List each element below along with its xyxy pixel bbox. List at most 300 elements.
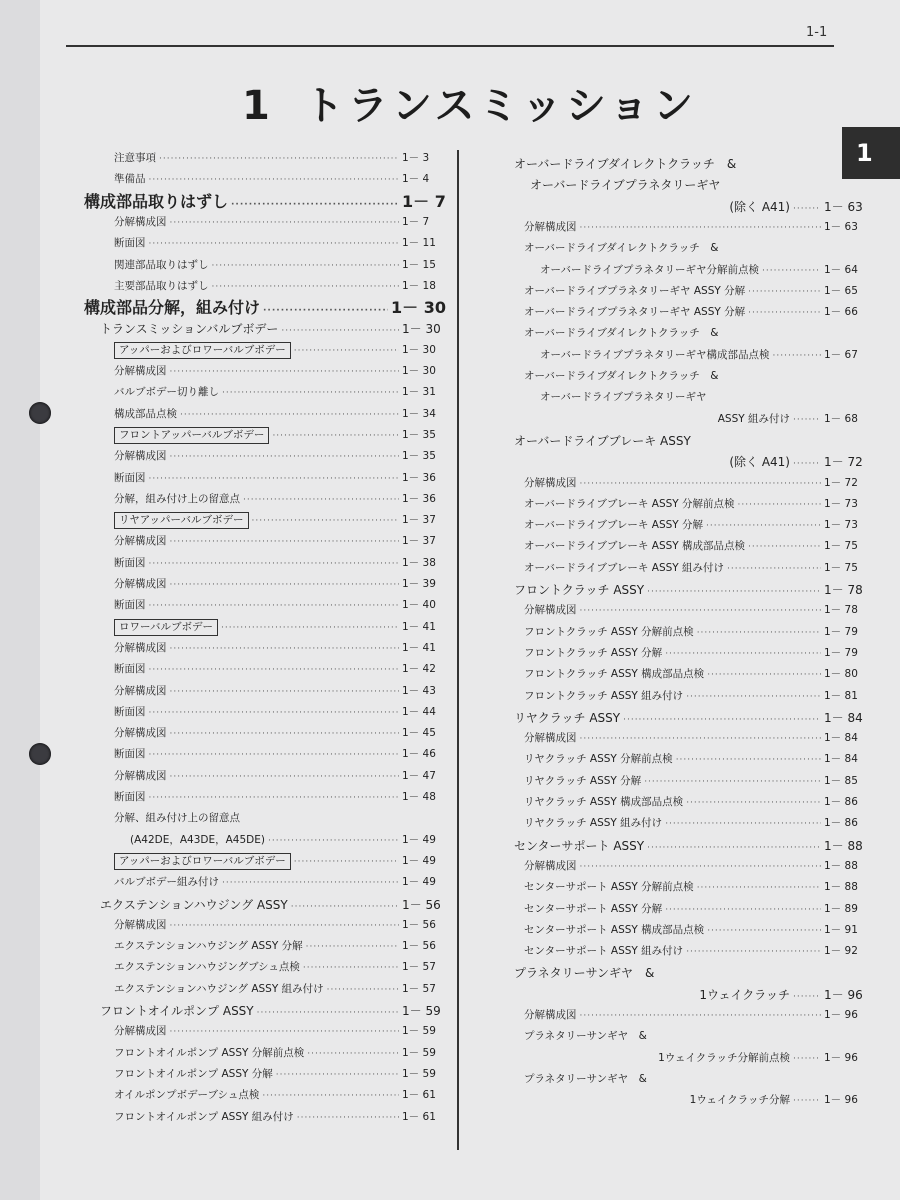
toc-entry-page: 1－ 37 <box>402 535 436 548</box>
toc-entry <box>514 198 868 215</box>
toc-entry-label: 分解構成図 <box>114 578 167 590</box>
toc-entry-label: ロワーバルブボデー <box>114 619 218 636</box>
toc-entry <box>114 1066 446 1081</box>
toc-entry-label: 分解構成図 <box>114 450 167 463</box>
toc-leader-dots <box>170 537 400 547</box>
toc-entry-label: 分解構成図 <box>114 365 167 377</box>
toc-entry-label: (A42DE，A43DE，A45DE) <box>130 833 265 846</box>
toc-entry <box>524 624 868 639</box>
toc-leader-dots <box>149 474 400 484</box>
toc-entry <box>114 171 446 186</box>
toc-leader-dots <box>647 843 821 853</box>
toc-entry-label: 関連部品取りはずし <box>114 258 209 271</box>
toc-entry-page: 1－ 78 <box>824 604 858 617</box>
toc-entry <box>114 938 446 953</box>
toc-entry-page: 1－ 85 <box>824 774 858 787</box>
toc-entry-label: 主要部品取りはずし <box>114 279 209 292</box>
toc-entry-page: 1－ 42 <box>402 663 436 676</box>
toc-entry-page: 1－ 41 <box>402 620 436 633</box>
toc-entry-label: 構成部品点検 <box>114 407 177 420</box>
toc-entry-label: 1ウェイクラッチ分解前点検 <box>658 1051 790 1064</box>
toc-entry-page: 1－ 11 <box>402 237 436 250</box>
toc-entry <box>114 661 446 676</box>
toc-entry-page: 1－ 36 <box>402 471 436 484</box>
toc-entry <box>114 704 446 719</box>
toc-entry-label: 断面図 <box>114 748 146 761</box>
toc-entry <box>114 1087 446 1102</box>
toc-entry-label: アッパーおよびロワーバルブボデー <box>114 342 291 359</box>
toc-leader-dots <box>303 963 399 973</box>
toc-entry <box>84 189 446 212</box>
toc-entry <box>114 491 446 506</box>
toc-entry-label: 1ウェイクラッチ分解 <box>689 1094 790 1107</box>
toc-entry-label: フロントクラッチ ASSY 分解前点検 <box>524 625 694 638</box>
toc-entry-label: オーバードライブダイレクトクラッチ & <box>524 327 719 340</box>
toc-entry-page: 1－ 56 <box>402 940 436 953</box>
toc-entry-label: オーバードライブブレーキ ASSY 分解前点検 <box>524 497 735 510</box>
toc-leader-dots <box>170 580 400 590</box>
toc-entry-label: 分解構成図 <box>114 215 167 228</box>
column-divider <box>457 150 459 1150</box>
toc-leader-dots <box>580 223 822 233</box>
toc-entry <box>524 240 868 255</box>
toc-entry-page: 1－ 49 <box>402 854 436 867</box>
toc-leader-dots <box>170 921 400 931</box>
toc-entry <box>514 581 868 598</box>
toc-entry-label: オーバードライブプラネタリーギヤ構成部品点検 <box>540 348 770 361</box>
toc-entry-label: オーバードライブプラネタリーギヤ ASSY 分解 <box>524 284 746 297</box>
binder-hole <box>29 743 51 765</box>
toc-leader-dots <box>212 282 400 292</box>
toc-leader-dots <box>212 261 400 271</box>
toc-entry-page: 1－ 79 <box>824 625 858 638</box>
toc-entry <box>114 874 446 889</box>
toc-entry <box>114 406 446 421</box>
toc-entry-page: 1－ 72 <box>824 455 863 470</box>
toc-entry-label: オーバードライブブレーキ ASSY <box>514 433 691 448</box>
toc-leader-dots <box>762 266 821 276</box>
toc-entry-label: リヤクラッチ ASSY 組み付け <box>524 817 663 830</box>
toc-entry <box>524 645 868 660</box>
toc-leader-dots <box>243 495 399 505</box>
header-rule <box>66 45 834 47</box>
toc-entry-page: 1－ 63 <box>824 220 858 233</box>
toc-entry-page: 1－ 30 <box>402 322 441 337</box>
toc-leader-dots <box>149 601 400 611</box>
toc-entry-label: オーバードライブプラネタリーギヤ <box>530 178 721 193</box>
toc-entry <box>524 751 868 766</box>
toc-entry <box>524 411 868 426</box>
toc-entry <box>114 917 446 932</box>
toc-entry-label: 断面図 <box>114 237 146 250</box>
toc-entry <box>524 219 868 234</box>
toc-leader-dots <box>231 200 399 210</box>
toc-entry <box>114 853 446 870</box>
toc-entry-label: オーバードライブブレーキ ASSY 組み付け <box>524 561 725 574</box>
toc-entry-page: 1－ 73 <box>824 519 858 532</box>
toc-entry-label: オーバードライブブレーキ ASSY 分解 <box>524 519 704 532</box>
toc-entry <box>524 496 868 511</box>
toc-entry <box>524 1050 868 1065</box>
toc-entry-label: 構成部品取りはずし <box>84 191 229 211</box>
toc-entry <box>84 295 446 318</box>
toc-leader-dots <box>149 793 400 803</box>
toc-leader-dots <box>580 479 822 489</box>
toc-leader-dots <box>707 926 821 936</box>
toc-entry-page: 1－ 36 <box>402 492 436 505</box>
toc-entry-page: 1－ 73 <box>824 497 858 510</box>
toc-entry-label: 断面図 <box>114 705 146 718</box>
toc-entry-label: オーバードライブダイレクトクラッチ & <box>524 242 719 255</box>
toc-leader-dots <box>170 644 400 654</box>
toc-leader-dots <box>707 670 821 680</box>
toc-entry <box>524 773 868 788</box>
toc-entry-label: 分解，組み付け上の留意点 <box>114 492 240 505</box>
toc-entry-page: 1－ 4 <box>402 173 430 186</box>
toc-entry-label: オイルポンプボデーブシュ点検 <box>114 1089 260 1102</box>
toc-entry-page: 1－ 63 <box>824 199 863 214</box>
toc-leader-dots <box>580 734 822 744</box>
toc-entry-label: 分解構成図 <box>524 859 577 872</box>
toc-entry <box>524 602 868 617</box>
toc-leader-dots <box>221 623 399 633</box>
toc-entry-page: 1－ 30 <box>402 343 436 356</box>
toc-entry <box>540 389 868 404</box>
toc-entry-page: 1－ 66 <box>824 306 858 319</box>
toc-entry-page: 1－ 68 <box>824 412 858 425</box>
toc-entry <box>114 533 446 548</box>
toc-entry <box>114 640 446 655</box>
toc-entry-page: 1－ 65 <box>824 284 858 297</box>
toc-entry-page: 1－ 72 <box>824 476 858 489</box>
toc-entry <box>524 922 868 937</box>
toc-entry-label: 注意事項 <box>114 152 156 164</box>
toc-leader-dots <box>697 628 821 638</box>
toc-entry-label: エクステンションハウジング ASSY 組み付け <box>114 982 324 995</box>
toc-entry <box>114 1045 446 1060</box>
toc-leader-dots <box>149 665 400 675</box>
toc-entry-label: エクステンションハウジングブシュ点検 <box>114 961 300 974</box>
toc-entry <box>114 597 446 612</box>
toc-entry-page: 1－ 15 <box>402 258 436 271</box>
toc-entry-label: センターサポート ASSY 分解 <box>524 902 663 915</box>
toc-entry-page: 1－ 39 <box>402 578 436 590</box>
toc-leader-dots <box>149 559 400 569</box>
toc-entry-label: バルブボデー組み付け <box>114 876 219 889</box>
toc-leader-dots <box>580 1011 822 1021</box>
toc-entry <box>514 709 868 726</box>
toc-entry <box>114 576 446 591</box>
toc-leader-dots <box>170 367 400 377</box>
toc-leader-dots <box>793 992 821 1002</box>
toc-leader-dots <box>727 564 821 574</box>
toc-entry <box>100 1002 446 1019</box>
toc-entry <box>524 560 868 575</box>
toc-entry-page: 1－ 37 <box>402 514 436 527</box>
toc-entry-page: 1－ 59 <box>402 1067 436 1080</box>
toc-entry <box>524 879 868 894</box>
toc-leader-dots <box>149 708 400 718</box>
toc-entry <box>114 746 446 761</box>
toc-entry-page: 1－ 92 <box>824 945 858 958</box>
toc-entry-page: 1－ 75 <box>824 561 858 574</box>
toc-leader-dots <box>297 1113 399 1123</box>
toc-leader-dots <box>222 388 399 398</box>
toc-entry-label: アッパーおよびロワーバルブボデー <box>114 853 291 870</box>
toc-entry <box>114 810 446 825</box>
toc-entry <box>524 368 868 383</box>
toc-entry-label: フロントオイルポンプ ASSY 分解 <box>114 1067 273 1080</box>
toc-entry-page: 1－ 41 <box>402 641 436 654</box>
toc-entry-label: センターサポート ASSY 構成部品点検 <box>524 923 705 936</box>
toc-entry <box>524 325 868 340</box>
toc-entry <box>540 262 868 277</box>
toc-entry-page: 1－ 79 <box>824 646 858 659</box>
toc-entry-page: 1－ 59 <box>402 1004 441 1018</box>
toc-leader-dots <box>686 798 821 808</box>
toc-entry-label: 分解構成図 <box>114 918 167 931</box>
toc-leader-dots <box>257 1008 399 1018</box>
toc-entry-page: 1－ 47 <box>402 769 436 782</box>
toc-leader-dots <box>686 947 821 957</box>
toc-entry-label: プラネタリーサンギヤ & <box>524 1072 647 1085</box>
toc-entry-label: フロントクラッチ ASSY <box>514 583 645 597</box>
toc-entry <box>524 901 868 916</box>
toc-entry-label: リヤクラッチ ASSY <box>514 710 621 725</box>
toc-entry-page: 1－ 46 <box>402 748 436 761</box>
toc-entry-label: (除く A41) <box>729 455 790 470</box>
toc-entry <box>514 964 868 981</box>
toc-leader-dots <box>793 1054 821 1064</box>
toc-leader-dots <box>748 542 821 552</box>
toc-entry <box>524 1028 868 1043</box>
toc-entry <box>524 730 868 745</box>
toc-entry <box>114 278 446 293</box>
toc-entry <box>524 1071 868 1086</box>
toc-leader-dots <box>665 649 821 659</box>
toc-entry-label: オーバードライブプラネタリーギヤ分解前点検 <box>540 263 760 276</box>
toc-entry-page: 1－ 35 <box>402 428 436 441</box>
toc-entry-page: 1－ 7 <box>402 215 430 228</box>
toc-entry-label: 断面図 <box>114 599 146 612</box>
toc-entry-page: 1－ 44 <box>402 705 436 718</box>
toc-entry-page: 1－ 7 <box>402 191 446 211</box>
toc-entry <box>114 342 446 359</box>
toc-entry-page: 1－ 61 <box>402 1089 436 1102</box>
toc-entry-page: 1－ 86 <box>824 817 858 830</box>
toc-entry-label: 構成部品分解，組み付け <box>84 298 261 318</box>
toc-entry-label: 断面図 <box>114 556 146 569</box>
toc-entry-label: オーバードライブプラネタリーギヤ <box>540 391 707 404</box>
toc-leader-dots <box>644 777 821 787</box>
toc-entry-label: フロントクラッチ ASSY 組み付け <box>524 689 684 702</box>
toc-leader-dots <box>276 1070 399 1080</box>
toc-entry-page: 1－ 96 <box>824 1051 858 1064</box>
toc-entry <box>524 815 868 830</box>
toc-entry-page: 1－ 30 <box>391 298 446 318</box>
toc-entry-label: フロントクラッチ ASSY 分解 <box>524 646 663 659</box>
toc-entry <box>114 959 446 974</box>
toc-entry-label: オーバードライブダイレクトクラッチ & <box>524 370 719 382</box>
toc-entry-label: フロントオイルポンプ ASSY 組み付け <box>114 1110 294 1123</box>
toc-entry <box>514 837 868 854</box>
toc-leader-dots <box>748 308 821 318</box>
chapter-title: トランスミッション <box>303 83 698 129</box>
toc-leader-dots <box>149 239 400 249</box>
toc-entry-page: 1－ 56 <box>402 918 436 931</box>
toc-entry <box>540 347 868 362</box>
toc-entry <box>100 896 446 913</box>
toc-entry-page: 1－ 91 <box>824 923 858 936</box>
toc-entry-label: センターサポート ASSY <box>514 838 645 853</box>
toc-entry <box>114 257 446 272</box>
toc-entry-page: 1－ 88 <box>824 859 858 872</box>
toc-entry-page: 1－ 61 <box>402 1110 436 1123</box>
toc-leader-dots <box>306 942 399 952</box>
toc-entry-label: オーバードライブダイレクトクラッチ & <box>514 157 737 171</box>
toc-leader-dots <box>580 862 822 872</box>
toc-leader-dots <box>272 431 399 441</box>
toc-entry-page: 1－ 3 <box>402 152 430 164</box>
chapter-number: 1 <box>242 83 274 129</box>
toc-entry-label: 断面図 <box>114 663 146 676</box>
toc-entry-page: 1－ 88 <box>824 838 863 853</box>
toc-entry-page: 1－ 18 <box>402 279 436 292</box>
toc-entry-page: 1－ 96 <box>824 987 863 1002</box>
toc-entry <box>524 517 868 532</box>
toc-leader-dots <box>268 836 399 846</box>
toc-entry <box>514 155 868 172</box>
toc-entry-label: 分解構成図 <box>114 535 167 548</box>
toc-leader-dots <box>294 346 399 356</box>
toc-entry-label: 分解構成図 <box>114 684 167 697</box>
toc-leader-dots <box>262 1091 399 1101</box>
toc-entry <box>514 432 868 449</box>
toc-entry <box>514 986 868 1003</box>
toc-entry <box>114 427 446 444</box>
toc-entry-page: 1－ 78 <box>824 583 863 597</box>
toc-leader-dots <box>793 459 821 469</box>
toc-leader-dots <box>665 905 821 915</box>
toc-entry-page: 1－ 43 <box>402 684 436 697</box>
toc-entry-page: 1－ 96 <box>824 1009 858 1021</box>
toc-entry <box>114 448 446 463</box>
toc-entry-label: 分解構成図 <box>524 220 577 233</box>
toc-entry-label: 分解構成図 <box>114 727 167 740</box>
toc-entry-page: 1－ 81 <box>824 689 858 702</box>
toc-entry-label: フロントオイルポンプ ASSY <box>100 1004 254 1018</box>
toc-entry-page: 1－ 84 <box>824 710 863 725</box>
binder-hole <box>29 402 51 424</box>
toc-entry-page: 1－ 88 <box>824 881 858 894</box>
toc-entry-label: 分解構成図 <box>524 604 577 617</box>
toc-entry <box>530 176 868 193</box>
toc-leader-dots <box>170 1027 400 1037</box>
toc-leader-dots <box>170 772 400 782</box>
toc-leader-dots <box>170 729 400 739</box>
toc-entry-label: オーバードライブブレーキ ASSY 構成部品点検 <box>524 540 746 553</box>
toc-entry-label: フロントクラッチ ASSY 構成部品点検 <box>524 668 705 681</box>
toc-leader-dots <box>773 351 821 361</box>
toc-entry-page: 1－ 64 <box>824 263 858 276</box>
toc-entry-page: 1－ 30 <box>402 365 436 377</box>
toc-entry-page: 1－ 84 <box>824 732 858 745</box>
toc-leader-dots <box>294 857 399 867</box>
toc-entry-label: オーバードライブプラネタリーギヤ ASSY 分解 <box>524 306 746 319</box>
toc-entry <box>114 363 446 378</box>
toc-leader-dots <box>222 878 399 888</box>
toc-entry-label: 分解構成図 <box>114 769 167 782</box>
toc-entry-label: 分解構成図 <box>524 476 577 489</box>
toc-entry-page: 1－ 49 <box>402 876 436 889</box>
toc-entry-label: 分解構成図 <box>524 1009 577 1021</box>
toc-leader-dots <box>291 902 399 912</box>
toc-entry <box>114 235 446 250</box>
toc-leader-dots <box>327 985 399 995</box>
toc-entry-page: 1－ 96 <box>824 1094 858 1107</box>
toc-entry-label: フロントオイルポンプ ASSY 分解前点検 <box>114 1046 305 1059</box>
toc-entry-label: センターサポート ASSY 組み付け <box>524 945 684 958</box>
toc-leader-dots <box>307 1049 399 1059</box>
toc-entry-page: 1－ 48 <box>402 791 436 803</box>
toc-leader-dots <box>686 692 821 702</box>
toc-entry-label: センターサポート ASSY 分解前点検 <box>524 881 694 894</box>
toc-leader-dots <box>623 715 821 725</box>
toc-entry-page: 1－ 67 <box>824 348 858 361</box>
toc-leader-dots <box>170 687 400 697</box>
toc-entry <box>524 538 868 553</box>
toc-leader-dots <box>738 500 821 510</box>
toc-entry-page: 1－ 57 <box>402 982 436 995</box>
page-title <box>242 74 697 131</box>
toc-entry-label: リヤクラッチ ASSY 分解 <box>524 774 642 787</box>
toc-entry-label: ASSY 組み付け <box>717 412 790 425</box>
toc-leader-dots <box>149 175 400 185</box>
toc-entry-page: 1－ 57 <box>402 961 436 974</box>
toc-entry <box>524 304 868 319</box>
toc-leader-dots <box>281 326 399 336</box>
toc-entry <box>114 683 446 698</box>
toc-leader-dots <box>159 154 399 164</box>
toc-entry-label: 分解、組み付け上の留意点 <box>114 812 240 825</box>
toc-entry <box>114 150 446 165</box>
toc-entry <box>114 512 446 529</box>
toc-entry-label: フロントアッパーバルブボデー <box>114 427 269 444</box>
toc-leader-dots <box>263 306 388 316</box>
toc-entry <box>524 858 868 873</box>
previous-page-edge <box>0 0 41 1200</box>
toc-entry-page: 1－ 84 <box>824 753 858 766</box>
toc-entry-page: 1－ 56 <box>402 897 441 912</box>
toc-entry-page: 1－ 38 <box>402 556 436 569</box>
toc-leader-dots <box>170 452 400 462</box>
toc-leader-dots <box>793 204 821 214</box>
toc-entry <box>114 384 446 399</box>
toc-entry-page: 1－ 45 <box>402 727 436 740</box>
toc-entry <box>114 789 446 804</box>
toc-entry-page: 1－ 34 <box>402 407 436 420</box>
toc-entry-label: トランスミッションバルブボデー <box>100 322 279 337</box>
toc-entry-page: 1－ 49 <box>402 833 436 846</box>
toc-entry <box>114 214 446 229</box>
chapter-tab-label: 1 <box>856 139 873 167</box>
toc-entry-label: リヤクラッチ ASSY 分解前点検 <box>524 753 673 766</box>
toc-entry-label: 分解構成図 <box>114 641 167 654</box>
toc-leader-dots <box>170 218 400 228</box>
toc-entry <box>524 1007 868 1022</box>
page-number: 1-1 <box>806 25 828 40</box>
toc-entry-page: 1－ 89 <box>824 902 858 915</box>
